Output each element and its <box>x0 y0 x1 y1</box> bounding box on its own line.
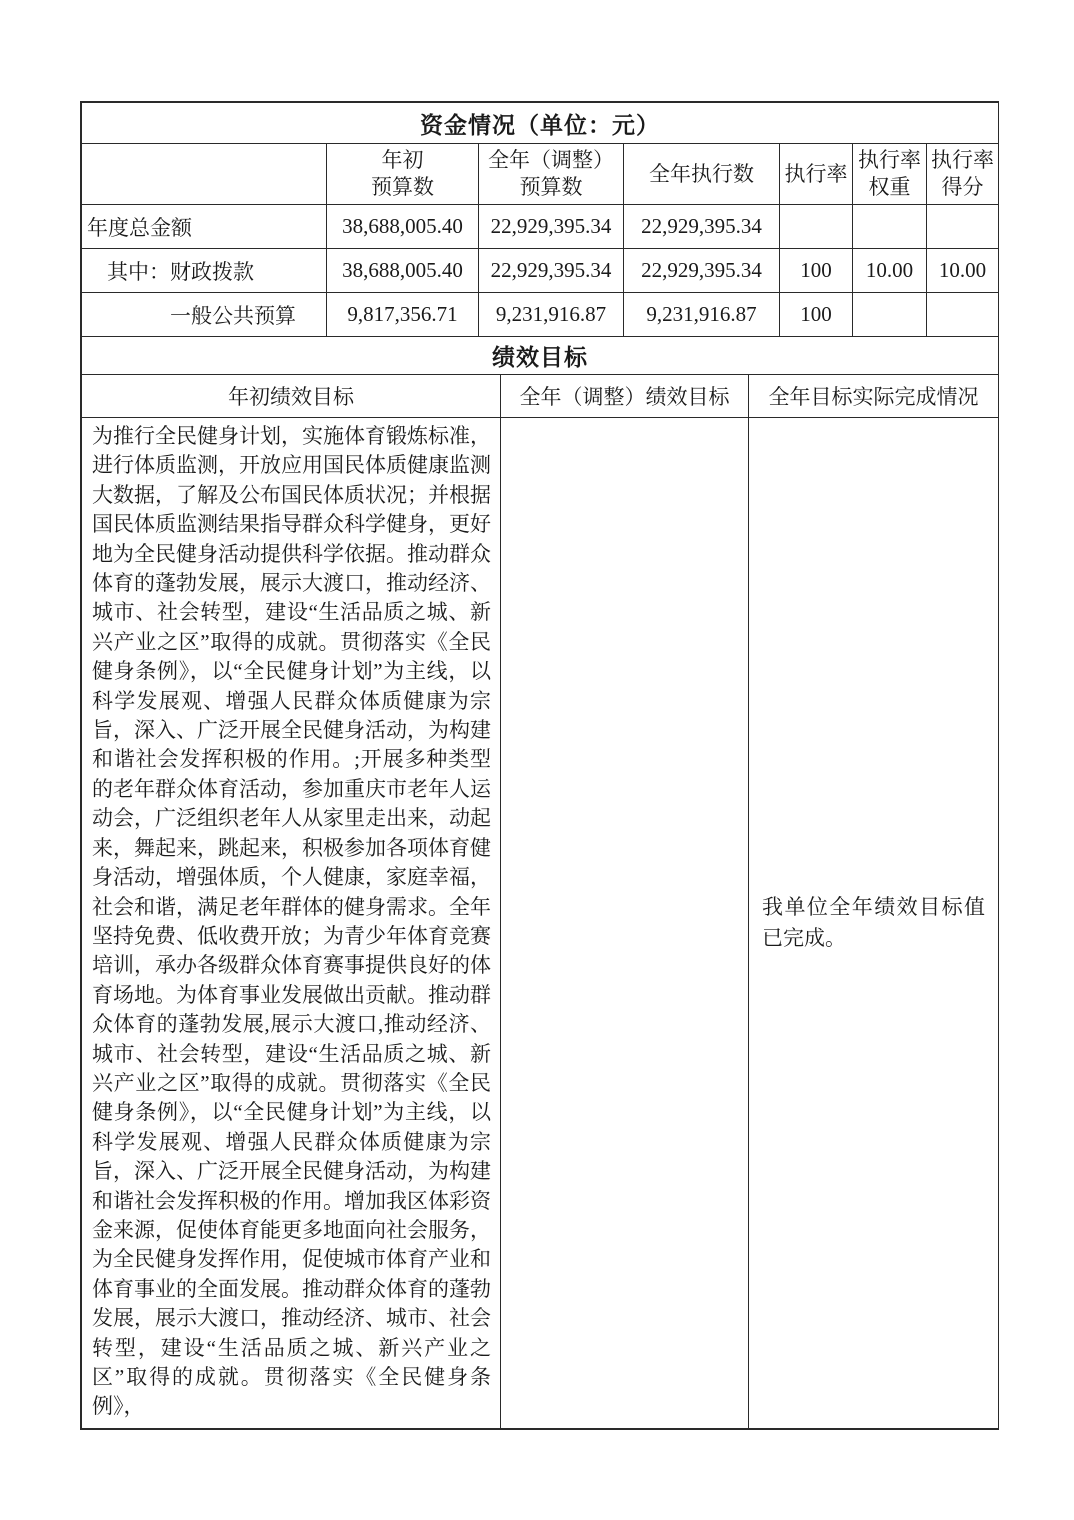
funding-header-blank <box>82 144 327 205</box>
actual-completion-text: 我单位全年绩效目标值已完成。 <box>762 894 986 950</box>
executed-value: 22,929,395.34 <box>624 205 780 249</box>
header-line: 全年（调整） <box>488 148 614 172</box>
score-value <box>927 205 999 249</box>
initial-budget-value: 38,688,005.40 <box>327 249 479 293</box>
initial-goal-cell <box>82 418 501 1429</box>
funding-header-row <box>82 144 999 205</box>
initial-budget-value: 38,688,005.40 <box>327 205 479 249</box>
initial-budget-value: 9,817,356.71 <box>327 293 479 337</box>
adjusted-budget-value: 9,231,916.87 <box>479 293 624 337</box>
budget-performance-document <box>80 101 999 1430</box>
header-line: 年初 <box>381 148 424 172</box>
funding-header-exec-rate-weight <box>853 144 927 205</box>
funding-title-row <box>82 103 999 144</box>
funding-header-exec-rate: 执行率 <box>780 144 853 205</box>
table-row-annual-total <box>82 205 999 249</box>
funding-table <box>81 102 999 337</box>
performance-title-row <box>82 337 999 375</box>
header-line: 执行率 <box>931 148 995 172</box>
funding-table-title: 资金情况（单位：元） <box>82 103 999 144</box>
adjusted-goal-cell <box>501 418 749 1429</box>
weight-value <box>853 205 927 249</box>
header-line: 预算数 <box>519 175 583 199</box>
exec-rate-value: 100 <box>780 249 853 293</box>
funding-header-exec-rate-score <box>927 144 999 205</box>
performance-table-title: 绩效目标 <box>82 337 999 375</box>
exec-rate-value: 100 <box>780 293 853 337</box>
performance-content-row <box>82 418 999 1429</box>
adjusted-budget-value: 22,929,395.34 <box>479 249 624 293</box>
executed-value: 9,231,916.87 <box>624 293 780 337</box>
header-line: 预算数 <box>371 175 434 199</box>
performance-header-actual-completion: 全年目标实际完成情况 <box>749 375 999 418</box>
exec-rate-value <box>780 205 853 249</box>
actual-completion-cell <box>749 418 999 1429</box>
header-line: 权重 <box>868 175 911 199</box>
header-line: 得分 <box>941 175 984 199</box>
weight-value <box>853 293 927 337</box>
funding-header-initial-budget <box>327 144 479 205</box>
funding-header-adjusted-budget <box>479 144 624 205</box>
table-row-general-public-budget <box>82 293 999 337</box>
score-value: 10.00 <box>927 249 999 293</box>
executed-value: 22,929,395.34 <box>624 249 780 293</box>
row-label: 一般公共预算 <box>82 293 327 337</box>
table-row-fiscal-appropriation <box>82 249 999 293</box>
score-value <box>927 293 999 337</box>
row-label: 年度总金额 <box>82 205 327 249</box>
performance-header-initial-goal: 年初绩效目标 <box>82 375 501 418</box>
initial-goal-text: 为推行全民健身计划，实施体育锻炼标准，进行体质监测，开放应用国民体质健康监测大数据，了解及公布国民体质状况；并根据国民体质监测结果指导群众科学健身，更好地为全民健身活动提供科学依据。推动群众体育的蓬勃发展，展示大渡口，推动经济、城市、社会转型，建设“生活品质之城、新兴产业之区”取得的成就。贯彻落实《全民健身条例》，以“全民健身计划”为主线，以科学发展观、增强人民群众体质健康为宗旨，深入、广泛开展全民健身活动，为构建和谐社会发挥积极的作用。;开展多种类型的老年群众体育活动，参加重庆市老年人运动会，广泛组织老年人从家里走出来，动起来，舞起来，跳起来，积极参加各项体育健身活动，增强体质，个人健康，家庭幸福，社会和谐，满足老年群体的健身需求。全年坚持免费、低收费开放；为青少年体育竞赛培训，承办各级群众体育赛事提供良好的体育场地。为体育事业发展做出贡献。推动群众体育的蓬勃发展,展示大渡口,推动经济、城市、社会转型，建设“生活品质之城、新兴产业之区”取得的成就。贯彻落实《全民健身条例》，以“全民健身计划”为主线，以科学发展观、增强人民群众体质健康为宗旨，深入、广泛开展全民健身活动，为构建和谐社会发挥积极的作用。增加我区体彩资金来源，促使体育能更多地面向社会服务，为全民健身发挥作用，促使城市体育产业和体育事业的全面发展。推动群众体育的蓬勃发展，展示大渡口，推动经济、城市、社会转型，建设“生活品质之城、新兴产业之区”取得的成就。贯彻落实《全民健身条例》， <box>92 424 491 1419</box>
performance-header-adjusted-goal: 全年（调整）绩效目标 <box>501 375 749 418</box>
weight-value: 10.00 <box>853 249 927 293</box>
header-line: 执行率 <box>858 148 921 172</box>
performance-table <box>81 336 999 1429</box>
performance-header-row <box>82 375 999 418</box>
funding-header-executed: 全年执行数 <box>624 144 780 205</box>
row-label: 其中：财政拨款 <box>82 249 327 293</box>
adjusted-budget-value: 22,929,395.34 <box>479 205 624 249</box>
